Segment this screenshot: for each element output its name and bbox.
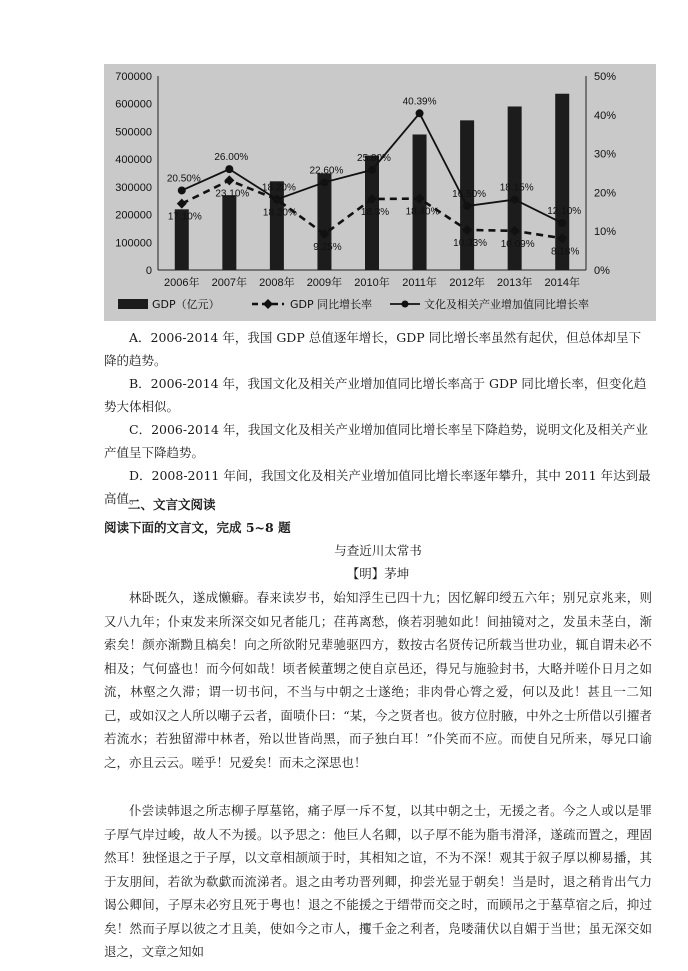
gdp-growth-label: 8.18% (551, 246, 580, 258)
y-tick-left-label: 300000 (115, 181, 152, 194)
culture-growth-label: 22.60% (309, 165, 344, 177)
y-tick-left-label: 200000 (115, 209, 152, 222)
y-tick-left-label: 100000 (115, 237, 152, 250)
legend-gdp-swatch (118, 299, 148, 309)
culture-growth-label: 25.80% (357, 152, 391, 164)
essay-paragraph-1: 林卧既久，遂成懒癖。春来读岁书，始知浮生已四十九；因忆解印绶五六年；别兄京兆来，则又八九年；仆束发来所深交如兄者能几；荏苒离愁，倏若羽驰如此！间抽镜对之，发虽未茎白，渐索矣！颜亦渐黝且槁矣！向之所欲附兄辈驰驱四方，数按古名贤传记所载当世功业，辄自谓未必不相及；气何盛也！而今何如哉！顷者候董甥之使自京邑还，得兄与施验封书，大略并嗟仆日月之如流，林壑之久滞；谓一切书问，不当与中朝之士遂绝；非肉骨心膂之爱，何以及此！甚且一二知己，或如汉之人所以嘲子云者，面啧仆曰：“某，今之贤者也。彼方位肘腋，中外之士所借以引擢者若流水；若独留滞中林者，殆以世皆尚黑，而子独白耳！”仆笑而不应。而使自兄所来，辱兄口谕之，亦且云云。嗟乎！兄爱矣！而未之深思也！ (104, 590, 652, 770)
x-tick-label: 2009年 (306, 277, 343, 289)
legend-culture-growth-marker (402, 301, 409, 308)
culture-growth-point (368, 166, 376, 174)
gdp-growth-label: 9.25% (313, 242, 342, 254)
legend-culture-growth-label: 文化及相关产业增加值同比增长率 (424, 298, 589, 311)
gdp-growth-label: 18.20% (262, 207, 297, 219)
x-tick-label: 2010年 (354, 277, 390, 289)
legend-gdp-growth-marker (263, 299, 273, 309)
y-tick-left-label: 600000 (115, 98, 152, 111)
option-a: A．2006-2014 年，我国 GDP 总值逐年增长，GDP 同比增长率虽然有起伏，但总体却呈下降的趋势。 (104, 330, 642, 368)
y-tick-left-label: 700000 (115, 71, 152, 83)
option-c: C．2006-2014 年，我国文化及相关产业增加值同比增长率呈下降趋势，说明文化及相关产业产值呈下降趋势。 (104, 422, 648, 460)
essay-author: 【明】茅坤 (346, 566, 410, 581)
culture-growth-point (416, 109, 424, 117)
culture-growth-point (273, 195, 281, 203)
y-tick-left-label: 500000 (115, 126, 152, 139)
x-tick-label: 2012年 (449, 277, 485, 289)
y-tick-left-label: 400000 (115, 154, 152, 167)
x-tick-label: 2011年 (402, 277, 437, 289)
x-tick-label: 2007年 (211, 277, 248, 289)
culture-growth-point (225, 165, 233, 173)
culture-growth-point (463, 202, 471, 210)
y-tick-right-label: 20% (594, 187, 617, 200)
gdp-culture-chart (104, 64, 656, 321)
gdp-growth-label: 10.33% (453, 237, 488, 249)
instruction: 阅读下面的文言文，完成 5~8 题 (104, 520, 291, 535)
section-heading: 二、文言文阅读 (128, 497, 216, 512)
culture-growth-label: 26.00% (214, 152, 249, 164)
culture-growth-label: 18.15% (499, 182, 534, 194)
y-tick-right-label: 10% (594, 226, 617, 239)
y-tick-right-label: 40% (594, 109, 617, 122)
x-tick-label: 2013年 (496, 277, 533, 289)
culture-growth-label: 12.10% (547, 206, 582, 218)
gdp-growth-label: 10.09% (500, 238, 535, 250)
y-tick-right-label: 30% (594, 148, 617, 161)
culture-growth-point (558, 219, 566, 227)
x-tick-label: 2008年 (259, 277, 295, 289)
culture-growth-label: 20.50% (166, 173, 201, 185)
option-d: D．2008-2011 年间，我国文化及相关产业增加值同比增长率逐年攀升，其中 2011 年达到最高值。 (104, 468, 651, 506)
gdp-bar (317, 173, 331, 270)
gdp-growth-point (224, 175, 234, 185)
x-tick-label: 2014年 (544, 277, 580, 289)
culture-growth-label: 40.39% (402, 96, 437, 108)
essay-paragraph-2: 仆尝读韩退之所志柳子厚墓铭，痛子厚一斥不复，以其中朝之士，无援之者。今之人或以是罪子厚气岸过峻，故人不为援。以予思之：他巨人名卿，以子厚不能为脂韦滑泽，遂疏而置之，理固然耳！独怪退之于子厚，以文章相颉颃于时，其相知之谊，不为不深！观其于叙子厚以柳易播，其于友朋间，若欲为欷歔而流涕者。退之由考功晋列卿，抑尝光显于朝矣！当是时，退之稍肯出气力谒公卿间，子厚未必穷且死于粤也！退之不能援之于缙带而交之时，而顾吊之于墓草宿之后，抑过矣！然而子厚以彼之才且美，使如今之市人，攫千金之利者，凫喽蒲伏以自媚于当世；虽无深交如退之，文章之知如 (104, 803, 652, 959)
gdp-growth-label: 17.10% (167, 211, 202, 223)
gdp-bar (222, 195, 236, 270)
gdp-growth-label: 18.40% (405, 206, 440, 218)
y-tick-right-label: 50% (594, 71, 617, 83)
gdp-growth-label: 18.3% (360, 206, 390, 218)
gdp-growth-label: 23.10% (215, 188, 250, 200)
essay-title: 与查近川太常书 (334, 543, 422, 558)
y-tick-right-label: 0% (594, 265, 610, 277)
option-b: B．2006-2014 年，我国文化及相关产业增加值同比增长率高于 GDP 同比增长率，但变化趋势大体相似。 (104, 376, 647, 414)
gdp-bar (555, 94, 569, 270)
chart-figure (104, 64, 656, 321)
gdp-growth-point (177, 199, 187, 209)
culture-growth-point (178, 186, 186, 194)
legend-gdp-growth-label: GDP 同比增长率 (290, 298, 373, 311)
legend-gdp-label: GDP（亿元） (152, 298, 220, 311)
culture-growth-label: 18.20% (261, 182, 296, 194)
culture-growth-label: 16.50% (452, 188, 487, 200)
culture-growth-point (511, 196, 519, 204)
y-tick-left-label: 0 (145, 265, 152, 277)
culture-growth-point (320, 178, 328, 186)
x-tick-label: 2006年 (164, 277, 200, 289)
